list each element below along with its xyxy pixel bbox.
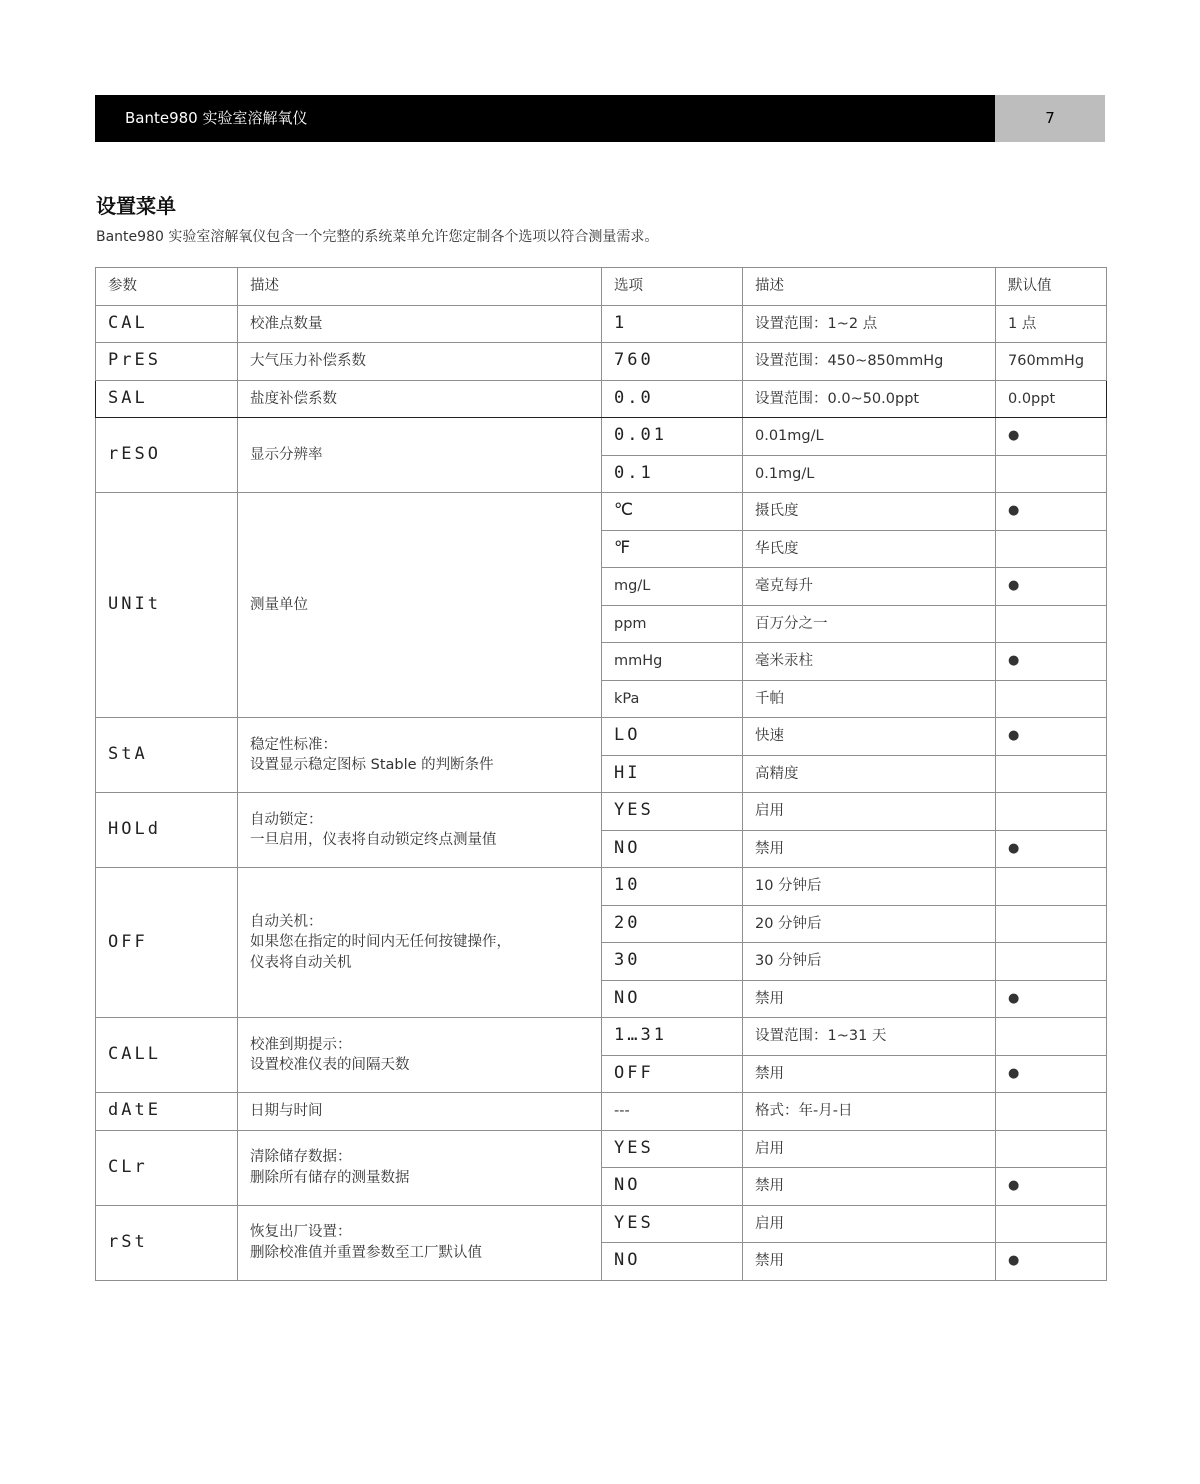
param-code: dAtE <box>96 1093 238 1131</box>
document-title: Bante980 实验室溶解氧仪 <box>95 95 995 142</box>
param-description <box>238 418 602 493</box>
param-code: UNIt <box>96 493 238 718</box>
default-value <box>996 1018 1107 1056</box>
table-row <box>96 1130 1107 1168</box>
option-value: LO <box>602 718 743 756</box>
param-description <box>238 305 602 343</box>
section-intro: Bante980 实验室溶解氧仪包含一个完整的系统菜单允许您定制各个选项以符合测量需求。 <box>96 229 659 245</box>
param-description-line: 仪表将自动关机 <box>250 954 352 971</box>
option-description: 启用 <box>743 1130 996 1168</box>
page-number: 7 <box>995 95 1105 142</box>
default-value <box>996 1093 1107 1131</box>
option-value: 0.0 <box>602 380 743 418</box>
option-value: mg/L <box>602 568 743 606</box>
header-option-description: 描述 <box>743 268 996 306</box>
param-description <box>238 1130 602 1205</box>
option-value: NO <box>602 1168 743 1206</box>
default-value <box>996 755 1107 793</box>
param-description <box>238 1093 602 1131</box>
option-value: 1…31 <box>602 1018 743 1056</box>
option-description: 高精度 <box>743 755 996 793</box>
settings-menu-table <box>95 267 1107 1281</box>
param-code: rSt <box>96 1205 238 1280</box>
option-description: 禁用 <box>743 1055 996 1093</box>
header-default: 默认值 <box>996 268 1107 306</box>
table-row <box>96 1205 1107 1243</box>
table-row <box>96 380 1107 418</box>
param-description-line: 如果您在指定的时间内无任何按键操作， <box>250 934 511 951</box>
param-code: StA <box>96 718 238 793</box>
table-row <box>96 1018 1107 1056</box>
option-value: 0.1 <box>602 455 743 493</box>
option-description: 启用 <box>743 1205 996 1243</box>
option-description: 设置范围：1~31 天 <box>743 1018 996 1056</box>
option-description: 启用 <box>743 793 996 831</box>
option-description: 30 分钟后 <box>743 943 996 981</box>
option-value: ppm <box>602 605 743 643</box>
option-description: 设置范围：450~850mmHg <box>743 343 996 381</box>
param-code: CLr <box>96 1130 238 1205</box>
option-value: HI <box>602 755 743 793</box>
option-description: 禁用 <box>743 980 996 1018</box>
table-row <box>96 868 1107 906</box>
option-value: 1 <box>602 305 743 343</box>
option-value: OFF <box>602 1055 743 1093</box>
table-body <box>96 305 1107 1280</box>
param-description <box>238 380 602 418</box>
option-value: 0.01 <box>602 418 743 456</box>
param-code: OFF <box>96 868 238 1018</box>
param-description <box>238 793 602 868</box>
default-marker: ● <box>996 568 1107 606</box>
param-description-line: 盐度补偿系数 <box>250 390 337 407</box>
option-value: 20 <box>602 905 743 943</box>
param-description-line: 自动锁定： <box>250 811 323 828</box>
option-value: kPa <box>602 680 743 718</box>
option-value: YES <box>602 793 743 831</box>
param-description-line: 设置显示稳定图标 Stable 的判断条件 <box>250 757 494 773</box>
param-description-line: 一旦启用，仪表将自动锁定终点测量值 <box>250 832 497 848</box>
default-value: 760mmHg <box>996 343 1107 381</box>
header-description: 描述 <box>238 268 602 306</box>
header-param: 参数 <box>96 268 238 306</box>
option-value: YES <box>602 1130 743 1168</box>
option-description: 快速 <box>743 718 996 756</box>
default-marker: ● <box>996 718 1107 756</box>
default-marker: ● <box>996 980 1107 1018</box>
param-description-line: 设置校准仪表的间隔天数 <box>250 1057 410 1073</box>
option-description: 华氏度 <box>743 530 996 568</box>
default-marker: ● <box>996 643 1107 681</box>
option-description: 0.1mg/L <box>743 455 996 493</box>
param-description <box>238 1205 602 1280</box>
option-value: 30 <box>602 943 743 981</box>
param-description-line: 测量单位 <box>250 596 308 613</box>
default-value: 1 点 <box>996 305 1107 343</box>
default-marker: ● <box>996 1055 1107 1093</box>
header-option: 选项 <box>602 268 743 306</box>
default-marker: ● <box>996 1168 1107 1206</box>
param-description <box>238 343 602 381</box>
option-description: 设置范围：0.0~50.0ppt <box>743 380 996 418</box>
default-marker: ● <box>996 493 1107 531</box>
param-description <box>238 1018 602 1093</box>
default-marker: ● <box>996 1243 1107 1281</box>
param-description-line: 删除校准值并重置参数至工厂默认值 <box>250 1244 482 1261</box>
default-value <box>996 1130 1107 1168</box>
option-description: 禁用 <box>743 830 996 868</box>
option-description: 毫克每升 <box>743 568 996 606</box>
param-description-line: 删除所有储存的测量数据 <box>250 1169 410 1186</box>
param-description-line: 恢复出厂设置： <box>250 1224 352 1241</box>
option-description: 摄氏度 <box>743 493 996 531</box>
option-value: 10 <box>602 868 743 906</box>
default-marker: ● <box>996 830 1107 868</box>
param-code: HOLd <box>96 793 238 868</box>
table-row <box>96 793 1107 831</box>
option-description: 百万分之一 <box>743 605 996 643</box>
param-description-line: 自动关机： <box>250 914 323 931</box>
default-value <box>996 605 1107 643</box>
param-description-line: 大气压力补偿系数 <box>250 353 366 370</box>
default-value <box>996 868 1107 906</box>
param-description-line: 校准点数量 <box>250 315 323 332</box>
param-description <box>238 718 602 793</box>
param-description-line: 清除储存数据： <box>250 1149 352 1166</box>
option-description: 设置范围：1~2 点 <box>743 305 996 343</box>
option-description: 禁用 <box>743 1168 996 1206</box>
option-description: 0.01mg/L <box>743 418 996 456</box>
param-description <box>238 493 602 718</box>
page-header <box>95 95 1105 142</box>
table-header-row <box>96 268 1107 306</box>
param-description-line: 稳定性标准： <box>250 736 337 753</box>
default-value <box>996 530 1107 568</box>
table-row <box>96 1093 1107 1131</box>
default-value <box>996 1205 1107 1243</box>
param-code: CAL <box>96 305 238 343</box>
table-row <box>96 718 1107 756</box>
table-row <box>96 493 1107 531</box>
option-value: NO <box>602 830 743 868</box>
option-value: ℃ <box>602 493 743 531</box>
default-value <box>996 455 1107 493</box>
option-value: ℉ <box>602 530 743 568</box>
option-value: mmHg <box>602 643 743 681</box>
section-title: 设置菜单 <box>96 194 176 218</box>
default-value <box>996 905 1107 943</box>
param-code: SAL <box>96 380 238 418</box>
param-code: rESO <box>96 418 238 493</box>
option-description: 格式：年-月-日 <box>743 1093 996 1131</box>
default-value <box>996 793 1107 831</box>
default-value <box>996 943 1107 981</box>
table-row <box>96 418 1107 456</box>
option-description: 千帕 <box>743 680 996 718</box>
option-value: 760 <box>602 343 743 381</box>
default-marker: ● <box>996 418 1107 456</box>
param-code: CALL <box>96 1018 238 1093</box>
option-value: --- <box>602 1093 743 1131</box>
option-description: 20 分钟后 <box>743 905 996 943</box>
param-description <box>238 868 602 1018</box>
default-value: 0.0ppt <box>996 380 1107 418</box>
default-value <box>996 680 1107 718</box>
option-value: NO <box>602 1243 743 1281</box>
option-value: NO <box>602 980 743 1018</box>
option-value: YES <box>602 1205 743 1243</box>
table-row <box>96 305 1107 343</box>
param-code: PrES <box>96 343 238 381</box>
param-description-line: 显示分辨率 <box>250 446 323 463</box>
param-description-line: 日期与时间 <box>250 1103 323 1120</box>
table-row <box>96 343 1107 381</box>
option-description: 毫米汞柱 <box>743 643 996 681</box>
option-description: 禁用 <box>743 1243 996 1281</box>
param-description-line: 校准到期提示： <box>250 1036 352 1053</box>
option-description: 10 分钟后 <box>743 868 996 906</box>
